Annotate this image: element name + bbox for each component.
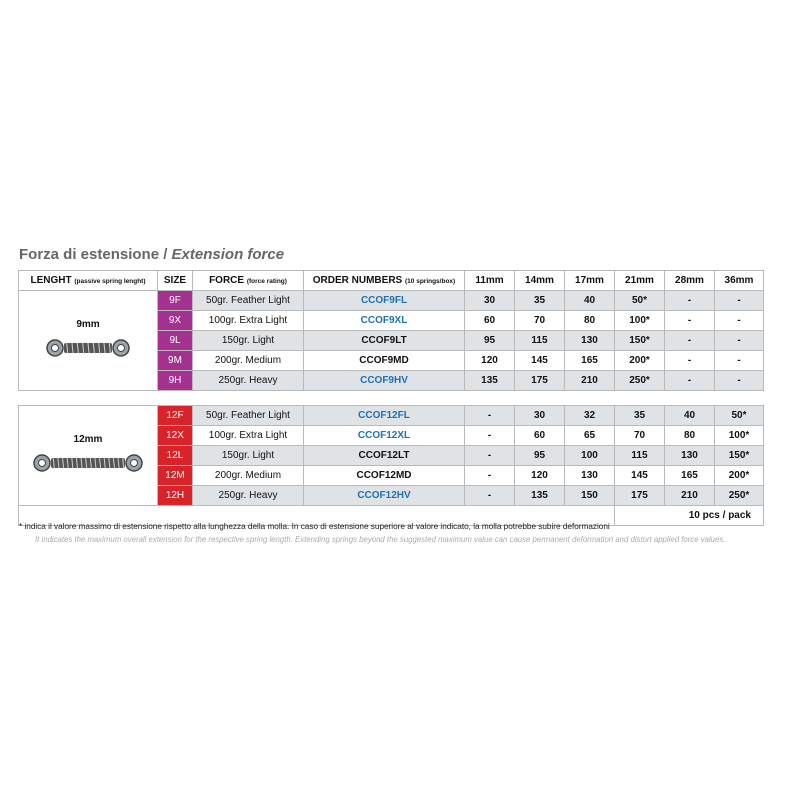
header-order: ORDER NUMBERS (10 springs/box) xyxy=(304,271,465,291)
extension-value: 175 xyxy=(615,486,665,506)
order-number: CCOF12HV xyxy=(304,486,465,506)
extension-value: 135 xyxy=(515,486,565,506)
force-cell: 150gr. Light xyxy=(193,446,304,466)
force-cell: 200gr. Medium xyxy=(193,466,304,486)
size-cell: 12M xyxy=(158,466,193,486)
extension-value: 100* xyxy=(615,311,665,331)
length-label: 12mm xyxy=(73,434,103,445)
extension-value: 65 xyxy=(565,426,615,446)
extension-value: 130 xyxy=(665,446,715,466)
extension-value: - xyxy=(665,371,715,391)
order-number: CCOF12MD xyxy=(304,466,465,486)
extension-value: 50* xyxy=(615,291,665,311)
size-cell: 12F xyxy=(158,406,193,426)
extension-value: 40 xyxy=(665,406,715,426)
extension-value: 165 xyxy=(565,351,615,371)
extension-value: 30 xyxy=(465,291,515,311)
extension-value: 135 xyxy=(465,371,515,391)
length-cell-12mm xyxy=(19,406,158,506)
extension-value: - xyxy=(465,446,515,466)
force-cell: 150gr. Light xyxy=(193,331,304,351)
extension-value: 32 xyxy=(565,406,615,426)
extension-value: 100* xyxy=(715,426,764,446)
extension-value: - xyxy=(665,331,715,351)
extension-value: 70 xyxy=(615,426,665,446)
extension-value: - xyxy=(465,486,515,506)
size-cell: 9M xyxy=(158,351,193,371)
note-english: It indicates the maximum overall extension for the respective spring length. Extending springs beyond the suggested maximum value can cause permanent deformation and distort applied force values. xyxy=(35,535,726,544)
header-size: SIZE xyxy=(158,271,193,291)
force-cell: 250gr. Heavy xyxy=(193,371,304,391)
group-spacer xyxy=(19,391,764,406)
extension-value: - xyxy=(465,406,515,426)
extension-value: 150* xyxy=(615,331,665,351)
header-length: LENGHT (passive spring lenght) xyxy=(19,271,158,291)
title-italic: Extension force xyxy=(171,246,285,263)
extension-value: 95 xyxy=(465,331,515,351)
extension-value: 70 xyxy=(515,311,565,331)
extension-value: 145 xyxy=(615,466,665,486)
extension-value: 150 xyxy=(565,486,615,506)
extension-value: 115 xyxy=(515,331,565,351)
extension-value: 40 xyxy=(565,291,615,311)
force-cell: 50gr. Feather Light xyxy=(193,406,304,426)
extension-value: - xyxy=(665,291,715,311)
section-title xyxy=(19,246,284,263)
order-number: CCOF12LT xyxy=(304,446,465,466)
extension-force-table xyxy=(18,270,764,526)
order-number: CCOF9FL xyxy=(304,291,465,311)
extension-value: 145 xyxy=(515,351,565,371)
extension-value: 250* xyxy=(715,486,764,506)
extension-value: 150* xyxy=(715,446,764,466)
extension-value: 100 xyxy=(565,446,615,466)
title-main: Forza di estensione / xyxy=(19,246,172,263)
extension-value: 250* xyxy=(615,371,665,391)
extension-value: 210 xyxy=(665,486,715,506)
header-row xyxy=(19,271,764,291)
extension-value: 80 xyxy=(665,426,715,446)
extension-value: 120 xyxy=(515,466,565,486)
length-label: 9mm xyxy=(76,319,100,330)
spring-12mm-icon xyxy=(32,449,144,477)
spring-9mm-icon xyxy=(45,334,131,362)
order-number: CCOF9HV xyxy=(304,371,465,391)
extension-value: 60 xyxy=(465,311,515,331)
note-italian: * indica il valore massimo di estensione rispetto alla lunghezza della molla. In caso di estensione superiore al valore indicato, la molla potrebbe subire deformazioni xyxy=(19,522,610,531)
header-ext-28: 28mm xyxy=(665,271,715,291)
extension-value: 165 xyxy=(665,466,715,486)
order-number: CCOF9MD xyxy=(304,351,465,371)
extension-value: 210 xyxy=(565,371,615,391)
force-cell: 100gr. Extra Light xyxy=(193,311,304,331)
header-ext-21: 21mm xyxy=(615,271,665,291)
force-cell: 250gr. Heavy xyxy=(193,486,304,506)
extension-value: - xyxy=(465,426,515,446)
extension-value: - xyxy=(715,351,764,371)
size-cell: 12X xyxy=(158,426,193,446)
size-cell: 9X xyxy=(158,311,193,331)
extension-value: 50* xyxy=(715,406,764,426)
extension-value: - xyxy=(715,331,764,351)
spring-row-12f xyxy=(19,406,764,426)
extension-value: 200* xyxy=(715,466,764,486)
size-cell: 9H xyxy=(158,371,193,391)
force-cell: 50gr. Feather Light xyxy=(193,291,304,311)
extension-value: 130 xyxy=(565,466,615,486)
size-cell: 12H xyxy=(158,486,193,506)
header-ext-11: 11mm xyxy=(465,271,515,291)
extension-value: - xyxy=(665,311,715,331)
extension-value: 60 xyxy=(515,426,565,446)
extension-value: - xyxy=(715,371,764,391)
extension-value: 130 xyxy=(565,331,615,351)
header-force: FORCE (force rating) xyxy=(193,271,304,291)
size-cell: 9F xyxy=(158,291,193,311)
extension-value: - xyxy=(715,291,764,311)
length-cell-9mm xyxy=(19,291,158,391)
spring-row-9f xyxy=(19,291,764,311)
header-ext-36: 36mm xyxy=(715,271,764,291)
extension-value: 115 xyxy=(615,446,665,466)
extension-value: - xyxy=(715,311,764,331)
extension-value: 80 xyxy=(565,311,615,331)
header-ext-17: 17mm xyxy=(565,271,615,291)
size-cell: 12L xyxy=(158,446,193,466)
extension-value: - xyxy=(465,466,515,486)
extension-value: 120 xyxy=(465,351,515,371)
extension-value: - xyxy=(665,351,715,371)
force-cell: 100gr. Extra Light xyxy=(193,426,304,446)
order-number: CCOF9XL xyxy=(304,311,465,331)
extension-value: 175 xyxy=(515,371,565,391)
extension-value: 30 xyxy=(515,406,565,426)
pack-info: 10 pcs / pack xyxy=(615,506,764,526)
extension-value: 35 xyxy=(615,406,665,426)
order-number: CCOF9LT xyxy=(304,331,465,351)
order-number: CCOF12FL xyxy=(304,406,465,426)
size-cell: 9L xyxy=(158,331,193,351)
order-number: CCOF12XL xyxy=(304,426,465,446)
force-cell: 200gr. Medium xyxy=(193,351,304,371)
extension-value: 95 xyxy=(515,446,565,466)
extension-value: 200* xyxy=(615,351,665,371)
header-ext-14: 14mm xyxy=(515,271,565,291)
extension-value: 35 xyxy=(515,291,565,311)
